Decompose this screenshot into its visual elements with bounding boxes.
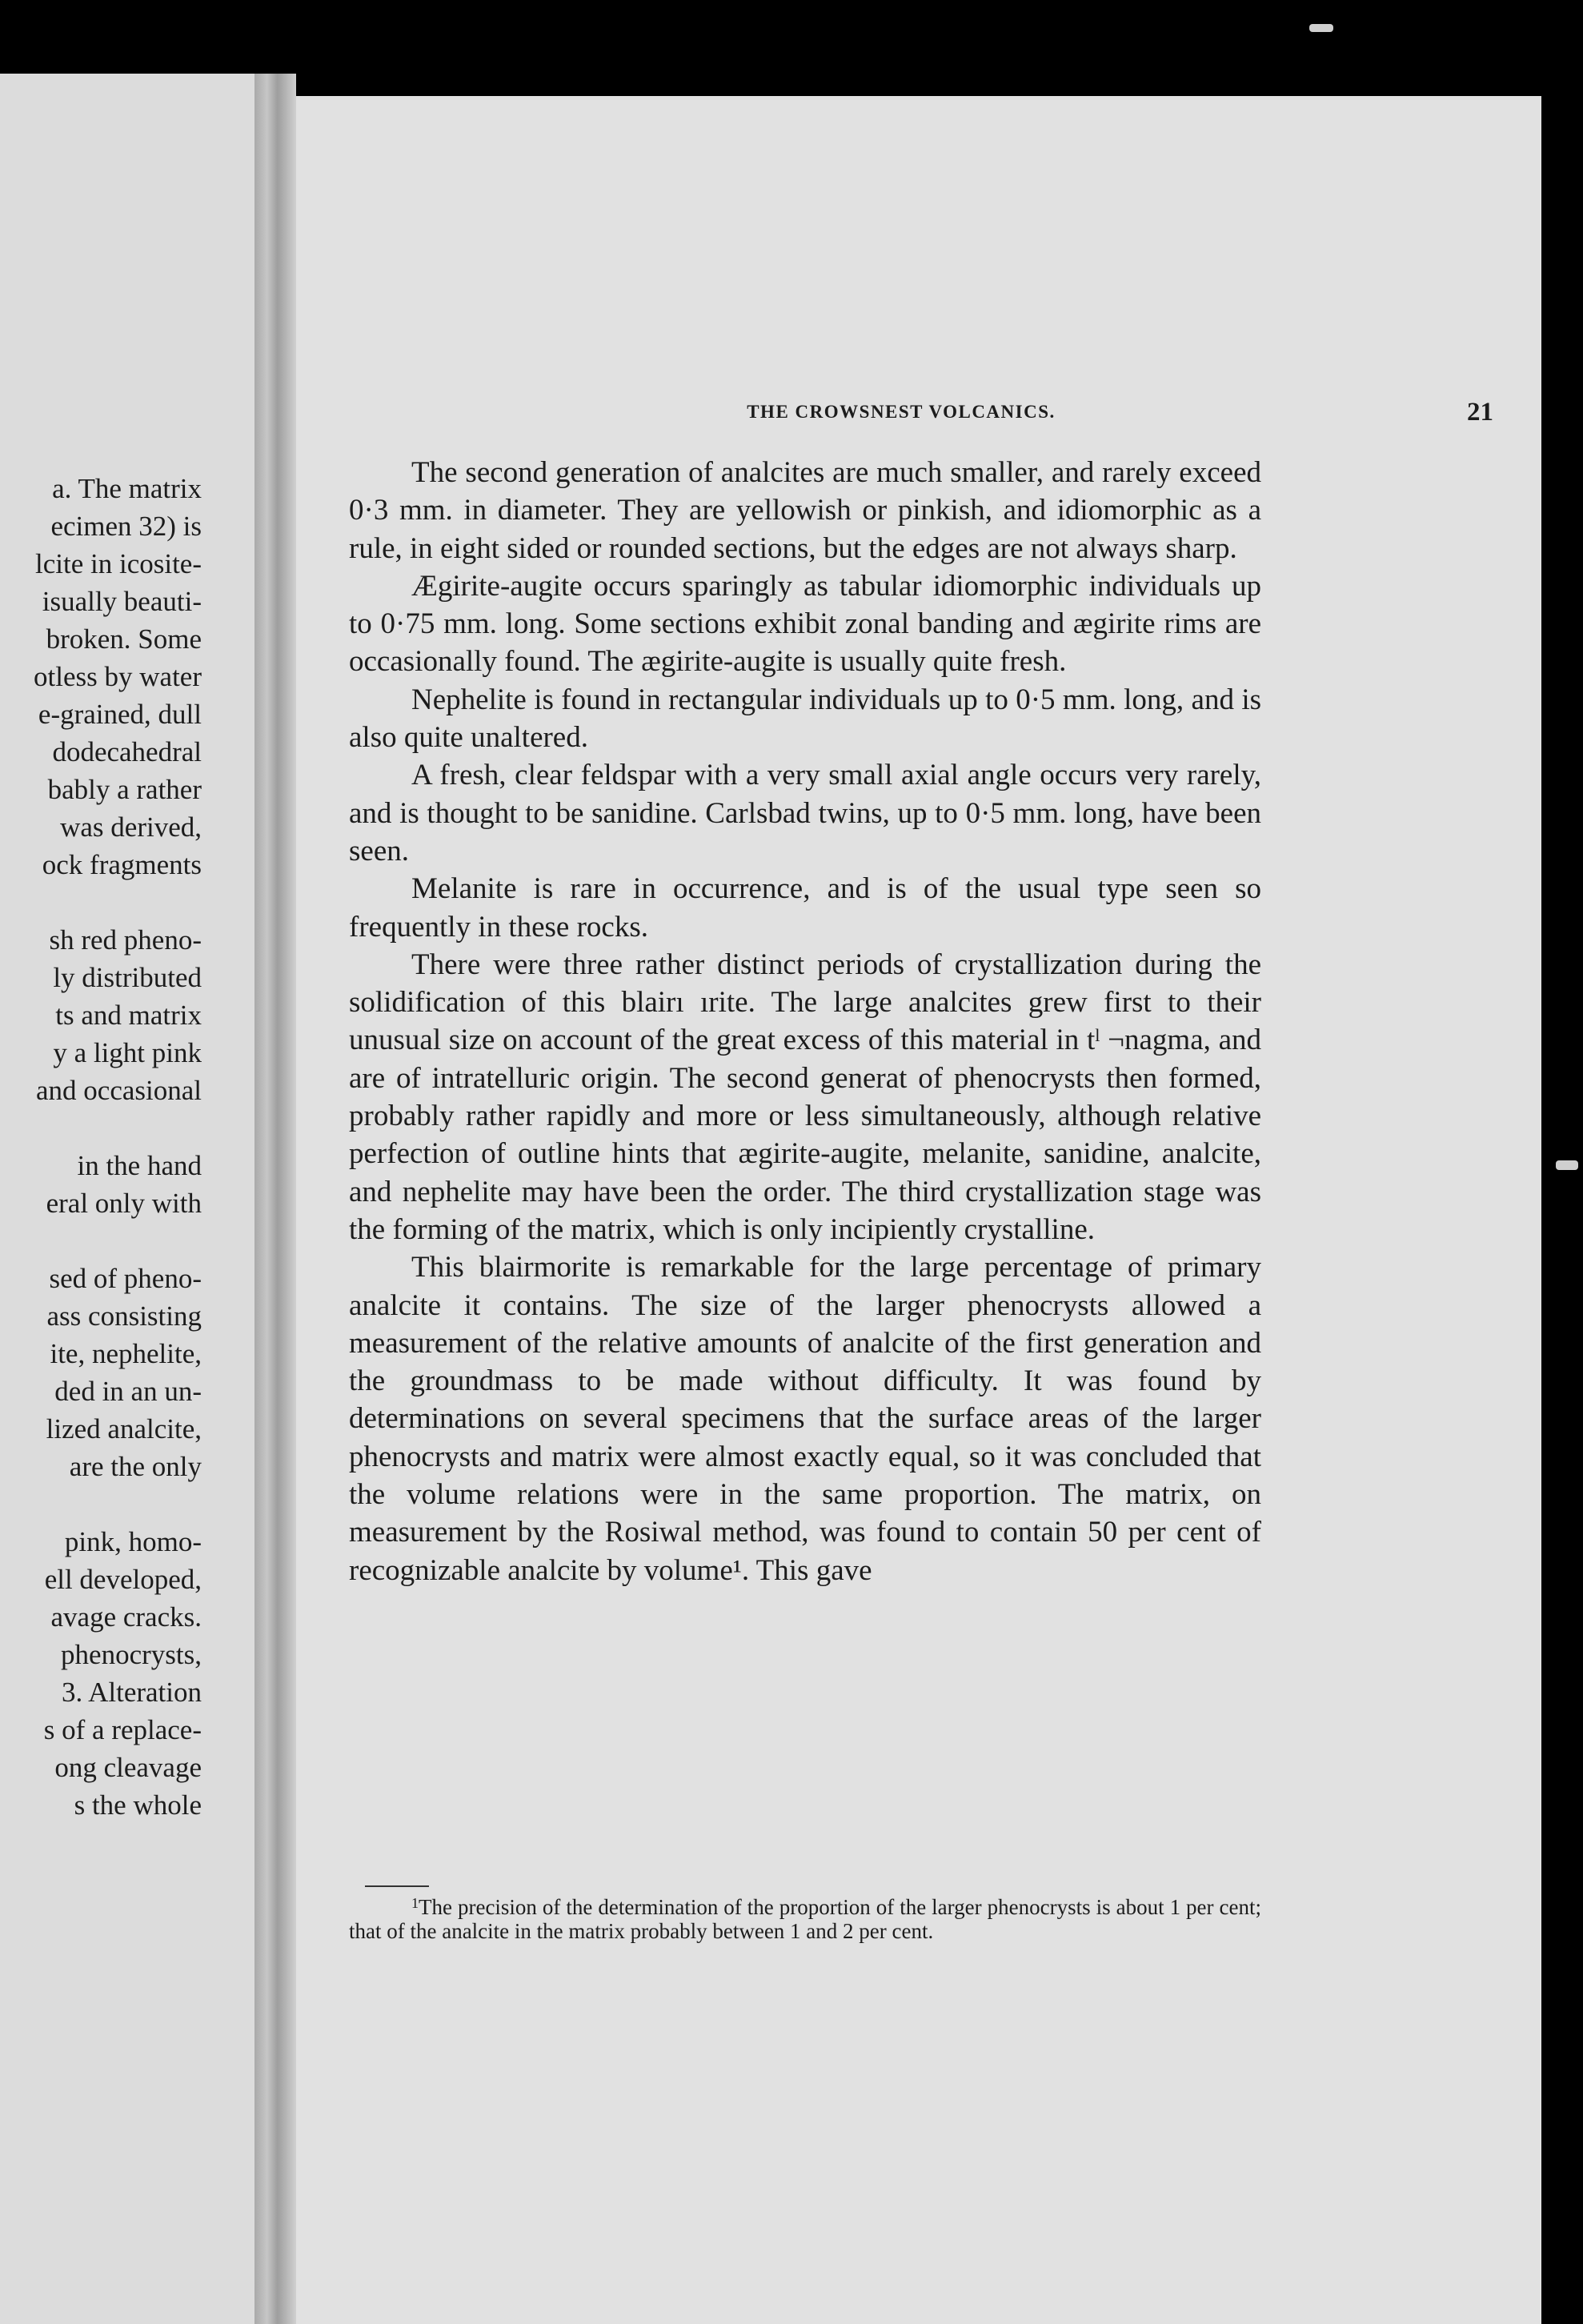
facing-line: ly distributed: [53, 962, 202, 993]
facing-line: ass consisting: [46, 1300, 202, 1332]
facing-line: was derived,: [60, 811, 202, 843]
facing-line: e-grained, dull: [38, 699, 202, 730]
footnote-text: The precision of the determination of the proportion of the larger phenocrysts is about 1 per cent; that of the analcite in the matrix probably between 1 and 2 per cent.: [349, 1895, 1261, 1943]
paragraph: This blairmorite is remarkable for the large percentage of primary analcite it contains. The size of the larger phenocrysts allowed a measurement of the relative amounts of analcite of the first generation and the groundmass to be made without difficulty. It was found by determinations on several specimens that the surface areas of the larger phenocrysts and matrix were almost exactly equal, so it was concluded that the volume relations were in the same proportion. The matrix, on measurement by the Rosiwal method, was found to contain 50 per cent of recognizable analcite by volume¹. This gave: [349, 1251, 1261, 1587]
paragraph: Ægirite-augite occurs sparingly as tabular idiomorphic individuals up to 0·75 mm. long. Some sections exhibit zonal banding and ægirite rims are occasionally found. The ægirite-augite is usually quite fresh.: [349, 569, 1261, 679]
facing-line: sh red pheno-: [49, 924, 202, 956]
facing-line: ded in an un-: [54, 1376, 202, 1407]
facing-line: y a light pink: [53, 1037, 202, 1068]
facing-line: lized analcite,: [46, 1413, 202, 1444]
facing-line: bably a rather: [47, 774, 202, 805]
paragraph: There were three rather distinct periods of crystallization during the solidification of this blairı ırite. The large analcites grew first to their unusual size on account of the great excess of this material in tˡ ¬nagma, and are of intratelluric origin. The second generat of phenocrysts then formed, probably rather rapidly and more or less simultaneously, although relative perfection of outline hints that ægirite-augite, melanite, sanidine, analcite, and nephelite may have been the order. The third crystallization stage was the forming of the matrix, which is only incipiently crystalline.: [349, 948, 1261, 1246]
facing-line: ell developed,: [44, 1564, 202, 1595]
facing-line: pink, homo-: [64, 1526, 202, 1557]
facing-line: avage cracks.: [50, 1601, 202, 1633]
facing-line: ite, nephelite,: [50, 1338, 202, 1369]
footnote: [349, 1895, 1261, 1943]
paragraph: The second generation of analcites are much smaller, and rarely exceed 0·3 mm. in diameter. They are yellowish or pinkish, and idiomorphic as a rule, in eight sided or rounded sections, but the edges are not always sharp.: [349, 456, 1261, 565]
facing-line: lcite in icosite-: [35, 548, 202, 579]
facing-line: phenocrysts,: [61, 1639, 202, 1670]
page-21: [296, 96, 1541, 2324]
facing-line: ecimen 32) is: [50, 511, 202, 542]
facing-line: ock fragments: [42, 849, 202, 880]
running-head: [296, 395, 1533, 430]
paragraph: Melanite is rare in occurrence, and is of the usual type seen so frequently in these rocks.: [349, 872, 1261, 944]
paragraph: Nephelite is found in rectangular individuals up to 0·5 mm. long, and is also quite unaltered.: [349, 683, 1261, 755]
facing-line: and occasional: [36, 1075, 202, 1106]
facing-line: 3. Alteration: [62, 1677, 202, 1708]
book-gutter: [254, 74, 296, 2324]
scan-mark-right: [1556, 1160, 1578, 1170]
facing-line: ts and matrix: [55, 1000, 202, 1031]
facing-page-left: [0, 74, 254, 2324]
running-title: THE CROWSNEST VOLCANICS.: [747, 402, 1056, 422]
facing-line: dodecahedral: [52, 736, 202, 767]
facing-line: s of a replace-: [43, 1714, 202, 1745]
footnote-rule: [365, 1885, 429, 1887]
facing-line: s the whole: [74, 1789, 202, 1821]
facing-line: a. The matrix: [52, 473, 202, 504]
facing-line: are the only: [69, 1451, 202, 1482]
scan-mark-top: [1309, 24, 1333, 32]
facing-line: sed of pheno-: [49, 1263, 202, 1294]
footnote-marker: 1: [411, 1895, 419, 1911]
page-number: 21: [1467, 398, 1493, 427]
paragraph: A fresh, clear feldspar with a very small axial angle occurs very rarely, and is thought to be sanidine. Carlsbad twins, up to 0·5 mm. long, have been seen.: [349, 759, 1261, 867]
facing-line: isually beauti-: [42, 586, 202, 617]
facing-line: in the hand: [77, 1150, 202, 1181]
facing-line: otless by water: [34, 661, 202, 692]
facing-line: broken. Some: [46, 623, 202, 655]
facing-line: eral only with: [46, 1188, 202, 1219]
facing-page-text: [0, 470, 202, 1824]
facing-line: ong cleavage: [54, 1752, 202, 1783]
body-text: [349, 454, 1261, 1589]
